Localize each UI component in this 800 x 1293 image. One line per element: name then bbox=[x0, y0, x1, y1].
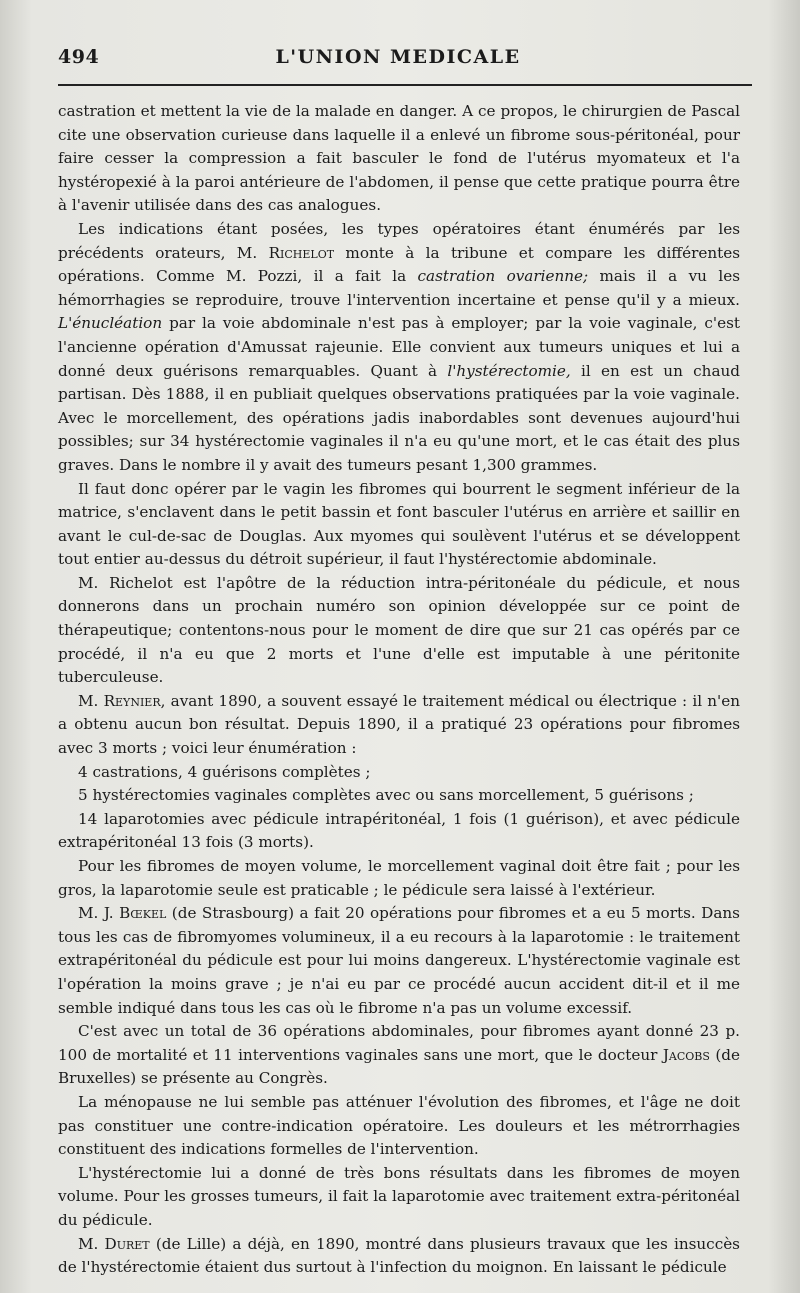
text-run: 4 castrations, 4 guérisons complètes ; bbox=[78, 762, 371, 781]
text-run: 14 laparotomies avec pédicule intrapéritonéal, 1 fois (1 guérison), et avec pédicule extrapéritonéal 13 fois (3 morts). bbox=[58, 809, 740, 852]
text-run: par la voie abdominale n'est pas à employer; par la voie vaginale, c'est l'ancienne opération d'Amussat rajeunie. Elle convient aux tumeurs uniques et lui a donné deux guérisons remarquables. Quant à bbox=[58, 314, 740, 380]
paragraph-p1 bbox=[58, 100, 740, 218]
text-run: castration et mettent la vie de la malade en danger. A ce propos, le chirurgien de Pascal cite une observation curieuse dans laquelle il a enlevé un fibrome sous-péritonéal, pour faire cesser la compression a fait basculer le fond de l'utérus myomateux et l'a hystéropexié à la paroi antérieure de l'abdomen, il pense que cette pratique pourra être à l'avenir utilisée dans des cas analogues. bbox=[58, 102, 740, 215]
paragraph-p11 bbox=[58, 1020, 740, 1091]
text-run: mais il a vu les hémorrhagies se reproduire, trouve l'intervention incertaine et pense qu'il y a mieux. bbox=[58, 267, 740, 309]
paragraph-p5 bbox=[58, 690, 740, 761]
text-run: C'est avec un total de 36 opérations abdominales, pour fibromes ayant donné 23 p. 100 de mortalité et 11 interventions vaginales sans une mort, que le docteur bbox=[58, 1022, 740, 1064]
text-run: M. Richelot est l'apôtre de la réduction intra-péritonéale du pédicule, et nous donnerons dans un prochain numéro son opinion développée sur ce point de thérapeutique; contentons-nous pour le moment de dire que sur 21 cas opérés par ce procédé, il n'a eu que 2 morts et l'une d'elle est imputable à une péritonite tuberculeuse. bbox=[58, 573, 740, 687]
page-header bbox=[58, 46, 738, 74]
text-run: Les indications étant posées, les types opératoires étant énumérés par les précédents orateurs, M. bbox=[58, 219, 740, 262]
author-name: Jacobs bbox=[662, 1045, 710, 1064]
author-name: Reynier bbox=[103, 691, 161, 710]
text-run: M. J. bbox=[78, 904, 120, 923]
text-run: monte à la tribune et compare les différentes opérations. Comme M. Pozzi, il a fait la bbox=[58, 243, 741, 286]
paragraph-p14 bbox=[58, 1233, 740, 1280]
paragraph-p4 bbox=[58, 572, 740, 690]
paragraph-p6 bbox=[58, 761, 740, 785]
running-title: L'UNION MEDICALE bbox=[275, 46, 521, 68]
paragraph-p2 bbox=[58, 218, 740, 478]
text-run: (de Strasbourg) a fait 20 opérations pour fibromes et a eu 5 morts. Dans tous les cas de fibromyomes volumineux, il a eu recours à la laparotomie : le traitement extrapéritonéal du pédicule est pour lui moins dangereux. L'hystérectomie vaginale est l'opération la moins grave ; je n'ai eu par ce procédé aucun accident dit-il et il me semble indiqué dans tous les cas où le fibrome n'a pas un volume excessif. bbox=[58, 904, 740, 1017]
text-run: 5 hystérectomies vaginales complètes avec ou sans morcellement, 5 guérisons ; bbox=[78, 786, 694, 805]
author-name: Duret bbox=[104, 1234, 150, 1253]
header-rule bbox=[58, 84, 752, 86]
emphasis-text: castration ovarienne; bbox=[417, 267, 589, 286]
article-body bbox=[58, 100, 740, 1280]
text-run: (de Lille) a déjà, en 1890, montré dans plusieurs travaux que les insuccès de l'hystérectomie étaient dus surtout à l'infection du moignon. En laissant le pédicule bbox=[58, 1234, 740, 1277]
author-name: Bœkel bbox=[119, 904, 167, 923]
paragraph-p3 bbox=[58, 478, 740, 572]
author-name: Richelot bbox=[268, 243, 335, 262]
paragraph-p10 bbox=[58, 902, 740, 1020]
emphasis-text: L'énucléation bbox=[58, 314, 163, 333]
page-number: 494 bbox=[58, 46, 100, 68]
emphasis-text: l'hystérectomie, bbox=[447, 361, 571, 380]
paragraph-p7 bbox=[58, 784, 740, 808]
text-run: La ménopause ne lui semble pas atténuer l'évolution des fibromes, et l'âge ne doit pas constituer une contre-indication opératoire. Les douleurs et les métrorrhagies constituent des indications formelles de l'intervention. bbox=[58, 1092, 740, 1159]
text-run: (de Bruxelles) se présente au Congrès. bbox=[58, 1045, 740, 1088]
text-run: il en est un chaud partisan. Dès 1888, il en publiait quelques observations pratiquées par la voie vaginale. Avec le morcellement, des opérations jadis inabordables sont devenues aujourd'hui possibles; sur 34 hystérectomie vaginales il n'a eu qu'une mort, et le cas était des plus graves. Dans le nombre il y avait des tumeurs pesant 1,300 grammes. bbox=[58, 361, 741, 474]
text-run: Il faut donc opérer par le vagin les fibromes qui bourrent le segment inférieur de la matrice, s'enclavent dans le petit bassin et font basculer l'utérus en arrière et saillir en avant le cul-de-sac de Douglas. Aux myomes qui soulèvent l'utérus et se développent tout entier au-dessus du détroit supérieur, il faut l'hystérectomie abdominale. bbox=[58, 479, 740, 569]
paragraph-p12 bbox=[58, 1091, 740, 1162]
text-run: M. bbox=[78, 691, 104, 710]
paragraph-p8 bbox=[58, 808, 740, 855]
paragraph-p13 bbox=[58, 1162, 740, 1233]
text-run: M. bbox=[78, 1234, 105, 1253]
text-run: , avant 1890, a souvent essayé le traitement médical ou électrique : il n'en a obtenu aucun bon résultat. Depuis 1890, il a pratiqué 23 opérations pour fibromes avec 3 morts ; voici leur énumération : bbox=[58, 691, 740, 758]
text-run: L'hystérectomie lui a donné de très bons résultats dans les fibromes de moyen volume. Pour les grosses tumeurs, il fait la laparotomie avec traitement extra-péritonéal du pédicule. bbox=[58, 1163, 740, 1229]
text-run: Pour les fibromes de moyen volume, le morcellement vaginal doit être fait ; pour les gros, la laparotomie seule est praticable ; le pédicule sera laissé à l'extérieur. bbox=[58, 857, 740, 899]
paragraph-p9 bbox=[58, 855, 740, 902]
